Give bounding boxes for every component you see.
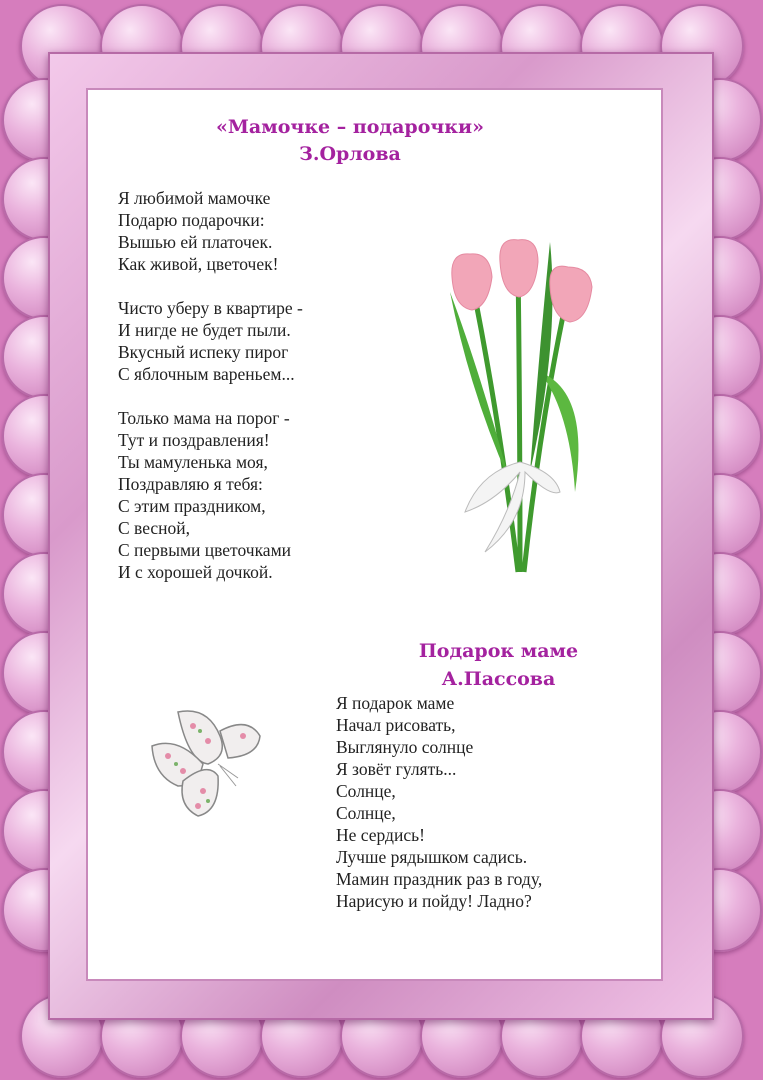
poem-line: Подарю подарочки:	[118, 210, 265, 230]
poem1-text	[118, 187, 303, 583]
poem2-text	[336, 692, 542, 912]
poem-line: Нарисую и пойду! Ладно?	[336, 891, 532, 911]
poem-line: Чисто уберу в квартире -	[118, 298, 303, 318]
poem-line: Я зовёт гулять...	[336, 759, 457, 779]
poem-line: Вышью ей платочек.	[118, 232, 273, 252]
poem-line: Вкусный испеку пирог	[118, 342, 289, 362]
poem-line: Лучше рядышком садись.	[336, 847, 528, 867]
poem-line: И с хорошей дочкой.	[118, 562, 273, 582]
poem1-author: З.Орлова	[299, 143, 401, 165]
poem-line: Поздравляю я тебя:	[118, 474, 263, 494]
poem-line: Выглянуло солнце	[336, 737, 474, 757]
poem-line: С этим праздником,	[118, 496, 266, 516]
poem-line: Ты мамуленька моя,	[118, 452, 268, 472]
poem-line: Солнце,	[336, 781, 396, 801]
poem-line: Мамин праздник раз в году,	[336, 869, 543, 889]
butterfly-image	[148, 706, 266, 824]
poem-line: И нигде не будет пыли.	[118, 320, 291, 340]
poem-line: С первыми цветочками	[118, 540, 292, 560]
tulip-bouquet-image	[440, 222, 600, 582]
poem-line: С яблочным вареньем...	[118, 364, 295, 384]
poem-line: Тут и поздравления!	[118, 430, 270, 450]
poem-line: Не сердись!	[336, 825, 425, 845]
poem-line: Я подарок маме	[336, 693, 455, 713]
poem-line: Солнце,	[336, 803, 396, 823]
poem1-title: «Мамочке – подарочки»	[216, 116, 484, 138]
poem-line: Как живой, цветочек!	[118, 254, 279, 274]
poem2-author: А.Пассова	[441, 668, 556, 690]
poem2-title: Подарок маме	[418, 640, 579, 662]
poem-line: С весной,	[118, 518, 191, 538]
poem-line: Начал рисовать,	[336, 715, 456, 735]
poem-line: Я любимой мамочке	[118, 188, 271, 208]
poem-line: Только мама на порог -	[118, 408, 290, 428]
